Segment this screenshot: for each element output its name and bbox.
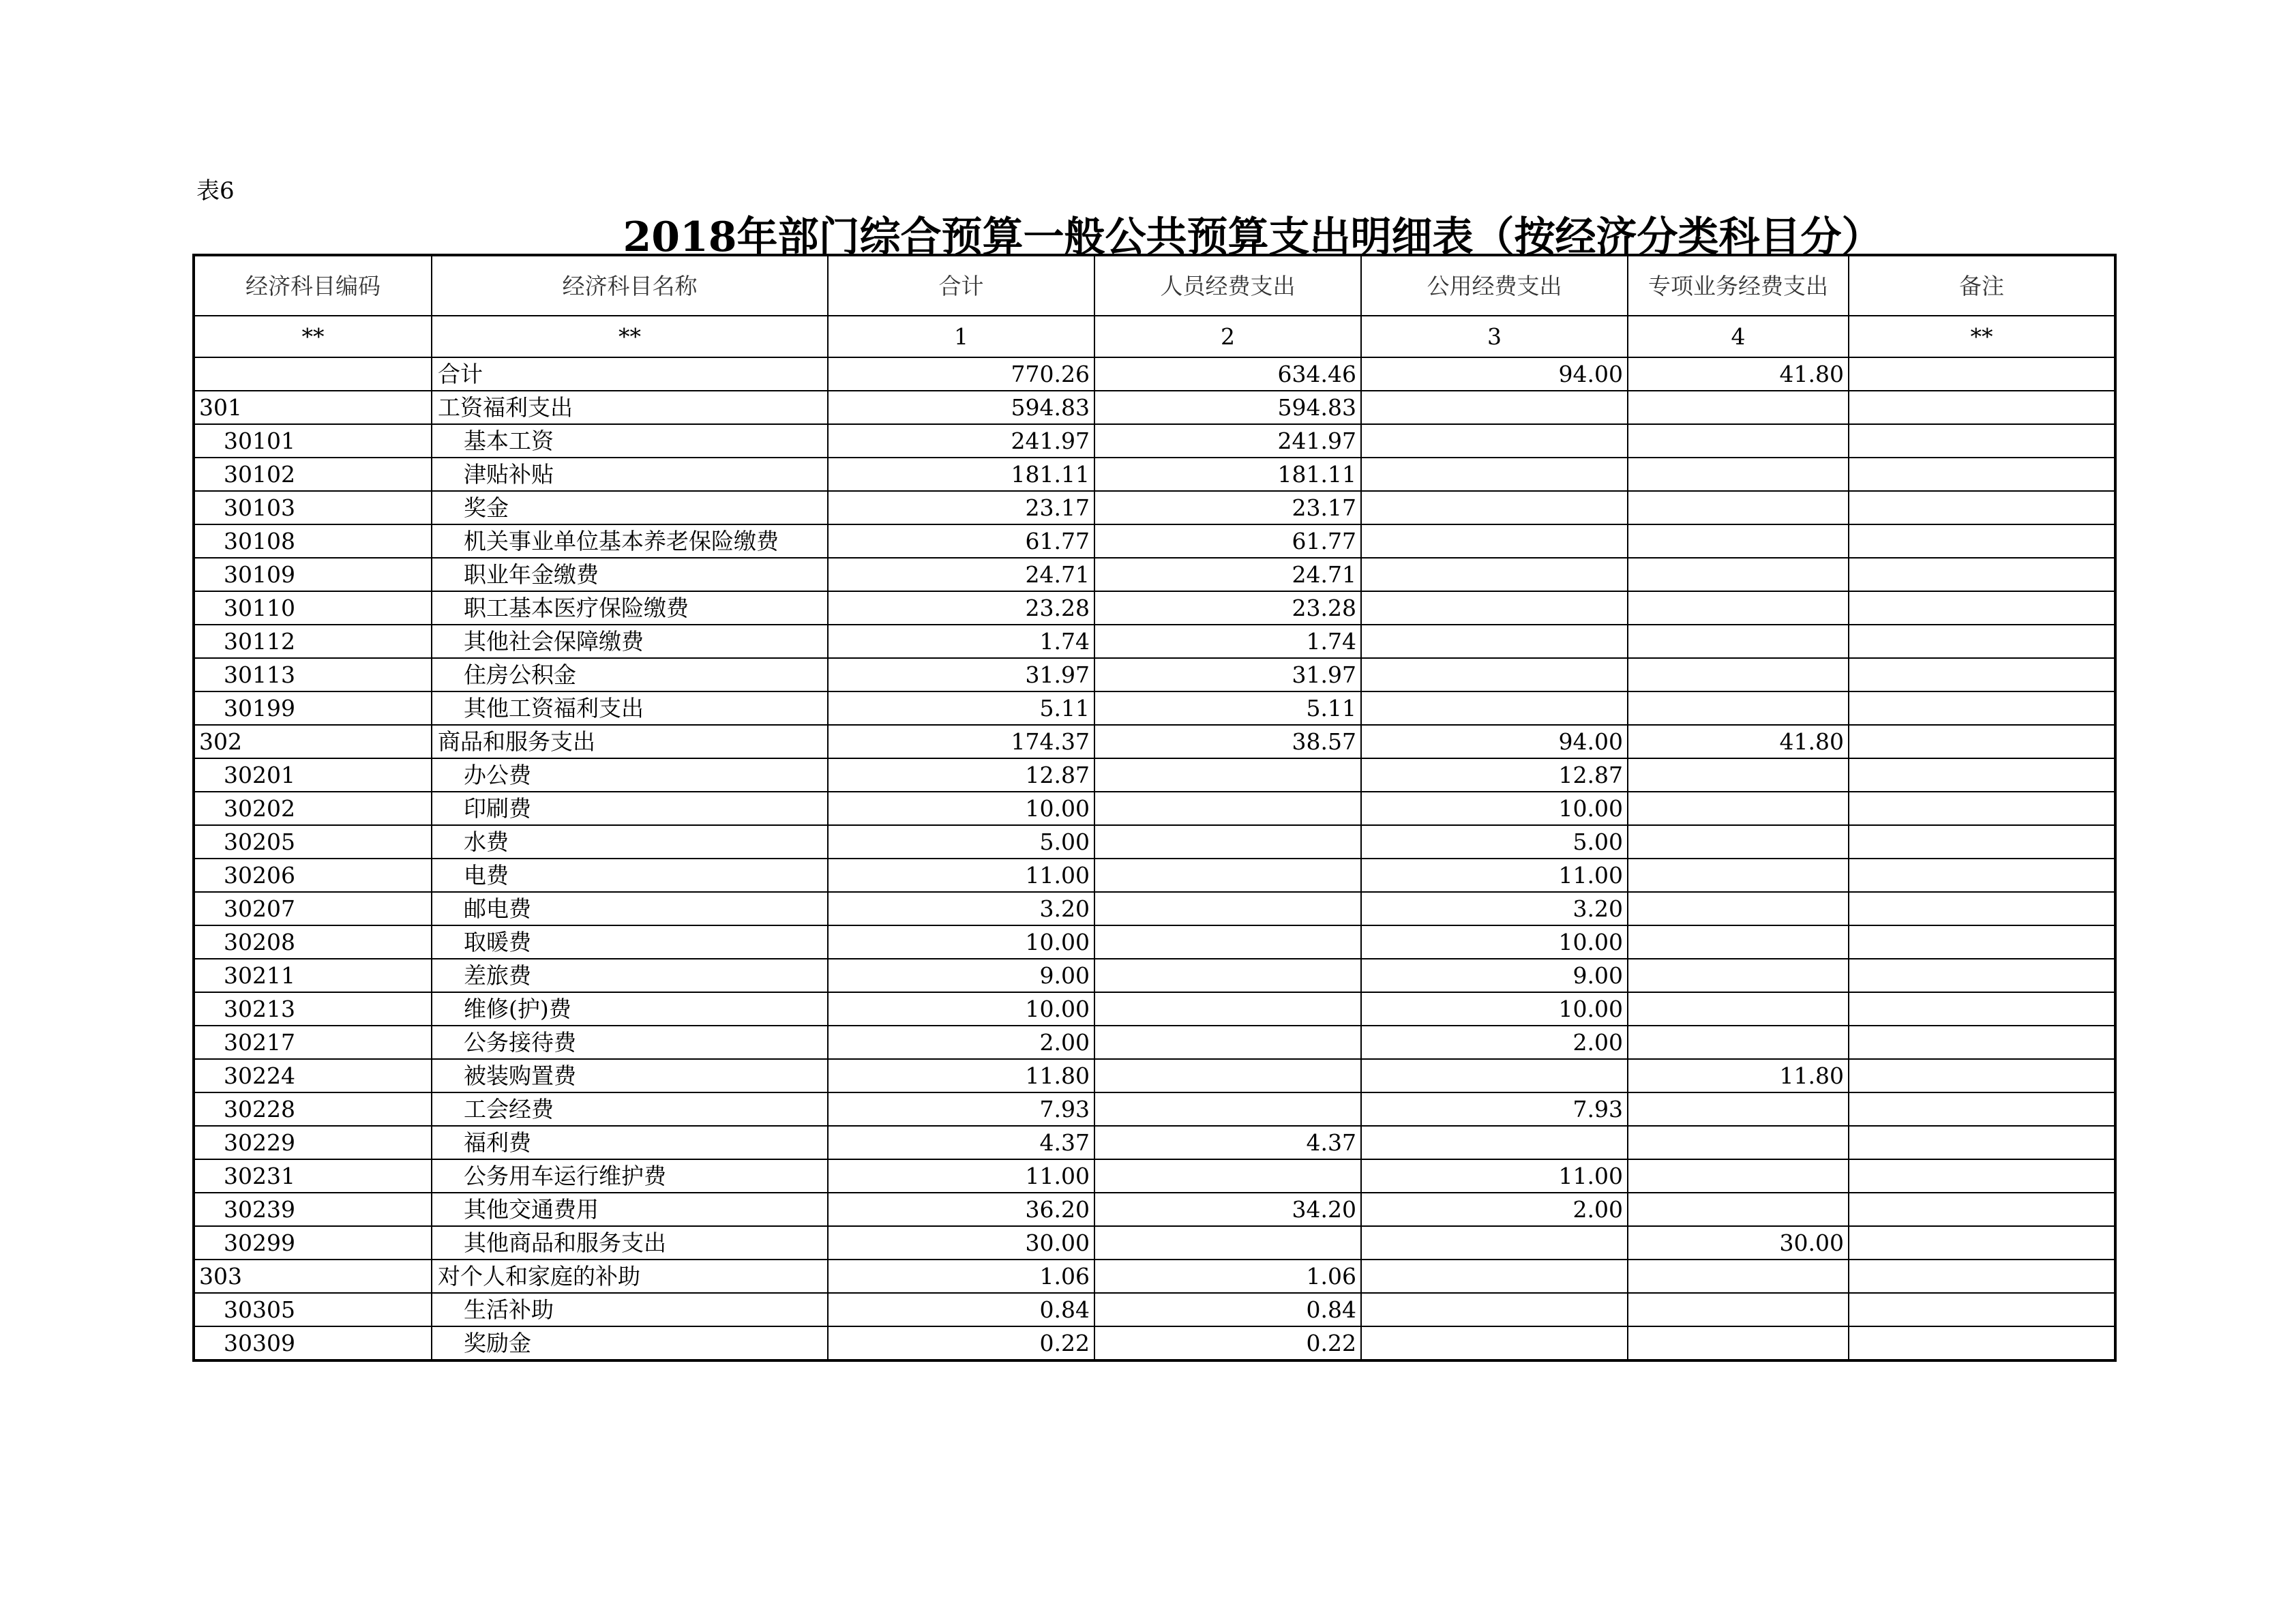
table-row xyxy=(194,1126,2115,1159)
cell-code: 30202 xyxy=(194,792,432,825)
cell-code: 30228 xyxy=(194,1092,432,1126)
cell-personnel: 5.11 xyxy=(1094,691,1361,725)
cell-name: 职业年金缴费 xyxy=(432,558,828,591)
cell-special xyxy=(1628,992,1849,1026)
table-row xyxy=(194,1193,2115,1226)
cell-name: 公务用车运行维护费 xyxy=(432,1159,828,1193)
cell-public: 2.00 xyxy=(1361,1026,1628,1059)
table-row xyxy=(194,1226,2115,1260)
cell-personnel xyxy=(1094,992,1361,1026)
cell-code: 30239 xyxy=(194,1193,432,1226)
cell-total: 1.06 xyxy=(828,1260,1094,1293)
cell-name: 水费 xyxy=(432,825,828,859)
cell-note xyxy=(1849,1293,2115,1326)
cell-total: 7.93 xyxy=(828,1092,1094,1126)
cell-code: 301 xyxy=(194,391,432,424)
cell-personnel xyxy=(1094,792,1361,825)
cell-special xyxy=(1628,959,1849,992)
cell-note xyxy=(1849,625,2115,658)
subheader-personnel: 2 xyxy=(1094,316,1361,357)
table-row xyxy=(194,625,2115,658)
cell-personnel: 23.17 xyxy=(1094,491,1361,524)
cell-name: 其他交通费用 xyxy=(432,1193,828,1226)
cell-code: 30110 xyxy=(194,591,432,625)
cell-special xyxy=(1628,524,1849,558)
cell-total: 23.28 xyxy=(828,591,1094,625)
cell-public xyxy=(1361,558,1628,591)
cell-name: 工会经费 xyxy=(432,1092,828,1126)
cell-code: 30199 xyxy=(194,691,432,725)
table-row xyxy=(194,1092,2115,1126)
header-special: 专项业务经费支出 xyxy=(1628,255,1849,316)
cell-total: 61.77 xyxy=(828,524,1094,558)
cell-code: 30108 xyxy=(194,524,432,558)
cell-name: 电费 xyxy=(432,859,828,892)
cell-note xyxy=(1849,524,2115,558)
cell-public xyxy=(1361,691,1628,725)
cell-code: 30224 xyxy=(194,1059,432,1092)
cell-total: 9.00 xyxy=(828,959,1094,992)
page-title: 2018年部门综合预算一般公共预算支出明细表（按经济分类科目分） xyxy=(623,213,1883,261)
cell-total: 594.83 xyxy=(828,391,1094,424)
cell-note xyxy=(1849,992,2115,1026)
subheader-note: ** xyxy=(1849,316,2115,357)
cell-note xyxy=(1849,959,2115,992)
cell-total: 3.20 xyxy=(828,892,1094,925)
cell-total: 0.22 xyxy=(828,1326,1094,1360)
cell-note xyxy=(1849,859,2115,892)
table-row xyxy=(194,424,2115,458)
cell-public xyxy=(1361,625,1628,658)
cell-name: 合计 xyxy=(432,357,828,391)
cell-total: 5.00 xyxy=(828,825,1094,859)
header-row xyxy=(194,255,2115,316)
budget-table xyxy=(192,254,2117,1362)
cell-code: 30208 xyxy=(194,925,432,959)
subheader-row xyxy=(194,316,2115,357)
cell-note xyxy=(1849,1193,2115,1226)
cell-name: 被装购置费 xyxy=(432,1059,828,1092)
cell-code: 30102 xyxy=(194,458,432,491)
cell-name: 办公费 xyxy=(432,758,828,792)
cell-public xyxy=(1361,1226,1628,1260)
header-code: 经济科目编码 xyxy=(194,255,432,316)
cell-note xyxy=(1849,1226,2115,1260)
cell-note xyxy=(1849,491,2115,524)
cell-code: 302 xyxy=(194,725,432,758)
cell-public xyxy=(1361,391,1628,424)
cell-special xyxy=(1628,1126,1849,1159)
cell-special xyxy=(1628,1159,1849,1193)
cell-total: 241.97 xyxy=(828,424,1094,458)
subheader-total: 1 xyxy=(828,316,1094,357)
cell-code: 303 xyxy=(194,1260,432,1293)
table-row xyxy=(194,1026,2115,1059)
cell-public xyxy=(1361,1260,1628,1293)
cell-name: 机关事业单位基本养老保险缴费 xyxy=(432,524,828,558)
cell-public: 11.00 xyxy=(1361,859,1628,892)
cell-personnel: 1.74 xyxy=(1094,625,1361,658)
cell-special xyxy=(1628,1193,1849,1226)
cell-personnel: 31.97 xyxy=(1094,658,1361,691)
cell-personnel xyxy=(1094,825,1361,859)
cell-special: 30.00 xyxy=(1628,1226,1849,1260)
cell-note xyxy=(1849,1059,2115,1092)
cell-code: 30299 xyxy=(194,1226,432,1260)
cell-public xyxy=(1361,1326,1628,1360)
cell-note xyxy=(1849,925,2115,959)
cell-personnel: 24.71 xyxy=(1094,558,1361,591)
cell-personnel xyxy=(1094,859,1361,892)
cell-public: 5.00 xyxy=(1361,825,1628,859)
cell-code: 30113 xyxy=(194,658,432,691)
cell-name: 公务接待费 xyxy=(432,1026,828,1059)
cell-personnel: 4.37 xyxy=(1094,1126,1361,1159)
cell-total: 4.37 xyxy=(828,1126,1094,1159)
cell-name: 职工基本医疗保险缴费 xyxy=(432,591,828,625)
cell-total: 11.00 xyxy=(828,1159,1094,1193)
cell-total: 5.11 xyxy=(828,691,1094,725)
cell-special xyxy=(1628,1260,1849,1293)
cell-public xyxy=(1361,1059,1628,1092)
cell-public xyxy=(1361,424,1628,458)
cell-public: 10.00 xyxy=(1361,925,1628,959)
cell-personnel xyxy=(1094,925,1361,959)
cell-note xyxy=(1849,658,2115,691)
cell-note xyxy=(1849,424,2115,458)
cell-personnel: 594.83 xyxy=(1094,391,1361,424)
cell-name: 奖励金 xyxy=(432,1326,828,1360)
cell-personnel: 61.77 xyxy=(1094,524,1361,558)
cell-name: 取暖费 xyxy=(432,925,828,959)
cell-code: 30112 xyxy=(194,625,432,658)
cell-public: 94.00 xyxy=(1361,725,1628,758)
cell-special xyxy=(1628,1092,1849,1126)
table-row xyxy=(194,825,2115,859)
table-row xyxy=(194,658,2115,691)
cell-total: 174.37 xyxy=(828,725,1094,758)
cell-code: 30201 xyxy=(194,758,432,792)
cell-note xyxy=(1849,1159,2115,1193)
cell-note xyxy=(1849,591,2115,625)
table-row xyxy=(194,1326,2115,1360)
cell-personnel: 634.46 xyxy=(1094,357,1361,391)
cell-total: 1.74 xyxy=(828,625,1094,658)
cell-note xyxy=(1849,357,2115,391)
cell-name: 工资福利支出 xyxy=(432,391,828,424)
cell-name: 其他商品和服务支出 xyxy=(432,1226,828,1260)
cell-public: 7.93 xyxy=(1361,1092,1628,1126)
cell-note xyxy=(1849,825,2115,859)
cell-total: 770.26 xyxy=(828,357,1094,391)
cell-public: 10.00 xyxy=(1361,792,1628,825)
cell-code: 30211 xyxy=(194,959,432,992)
cell-total: 2.00 xyxy=(828,1026,1094,1059)
cell-note xyxy=(1849,1126,2115,1159)
cell-total: 0.84 xyxy=(828,1293,1094,1326)
table-row xyxy=(194,391,2115,424)
cell-total: 10.00 xyxy=(828,925,1094,959)
cell-personnel: 34.20 xyxy=(1094,1193,1361,1226)
cell-note xyxy=(1849,458,2115,491)
cell-code: 30101 xyxy=(194,424,432,458)
cell-name: 邮电费 xyxy=(432,892,828,925)
cell-public xyxy=(1361,1126,1628,1159)
cell-personnel xyxy=(1094,959,1361,992)
header-public: 公用经费支出 xyxy=(1361,255,1628,316)
table-row xyxy=(194,758,2115,792)
table-row xyxy=(194,357,2115,391)
cell-public xyxy=(1361,491,1628,524)
subheader-special: 4 xyxy=(1628,316,1849,357)
cell-public: 2.00 xyxy=(1361,1193,1628,1226)
cell-code: 30231 xyxy=(194,1159,432,1193)
table-row xyxy=(194,1260,2115,1293)
cell-total: 30.00 xyxy=(828,1226,1094,1260)
cell-code: 30229 xyxy=(194,1126,432,1159)
cell-personnel: 241.97 xyxy=(1094,424,1361,458)
cell-public: 11.00 xyxy=(1361,1159,1628,1193)
cell-special: 41.80 xyxy=(1628,357,1849,391)
cell-personnel xyxy=(1094,758,1361,792)
cell-special xyxy=(1628,691,1849,725)
cell-personnel xyxy=(1094,892,1361,925)
cell-special xyxy=(1628,792,1849,825)
cell-personnel: 0.84 xyxy=(1094,1293,1361,1326)
cell-code: 30206 xyxy=(194,859,432,892)
cell-note xyxy=(1849,758,2115,792)
cell-total: 181.11 xyxy=(828,458,1094,491)
cell-special: 11.80 xyxy=(1628,1059,1849,1092)
cell-name: 印刷费 xyxy=(432,792,828,825)
cell-note xyxy=(1849,892,2115,925)
cell-special xyxy=(1628,825,1849,859)
cell-special xyxy=(1628,892,1849,925)
cell-personnel xyxy=(1094,1026,1361,1059)
cell-personnel xyxy=(1094,1092,1361,1126)
cell-name: 其他工资福利支出 xyxy=(432,691,828,725)
table-row xyxy=(194,458,2115,491)
table-row xyxy=(194,591,2115,625)
cell-name: 奖金 xyxy=(432,491,828,524)
table-row xyxy=(194,992,2115,1026)
cell-special xyxy=(1628,591,1849,625)
cell-code: 30205 xyxy=(194,825,432,859)
cell-name: 住房公积金 xyxy=(432,658,828,691)
cell-personnel: 38.57 xyxy=(1094,725,1361,758)
cell-code: 30109 xyxy=(194,558,432,591)
table-row xyxy=(194,1159,2115,1193)
cell-total: 10.00 xyxy=(828,792,1094,825)
cell-name: 津贴补贴 xyxy=(432,458,828,491)
cell-special xyxy=(1628,1026,1849,1059)
cell-public: 9.00 xyxy=(1361,959,1628,992)
cell-note xyxy=(1849,391,2115,424)
table-row xyxy=(194,892,2115,925)
subheader-name: ** xyxy=(432,316,828,357)
cell-total: 24.71 xyxy=(828,558,1094,591)
table-row xyxy=(194,691,2115,725)
cell-public xyxy=(1361,1293,1628,1326)
cell-special xyxy=(1628,758,1849,792)
subheader-public: 3 xyxy=(1361,316,1628,357)
cell-public xyxy=(1361,524,1628,558)
cell-special xyxy=(1628,1293,1849,1326)
cell-name: 商品和服务支出 xyxy=(432,725,828,758)
cell-personnel: 181.11 xyxy=(1094,458,1361,491)
cell-note xyxy=(1849,691,2115,725)
cell-code xyxy=(194,357,432,391)
cell-code: 30213 xyxy=(194,992,432,1026)
cell-note xyxy=(1849,1026,2115,1059)
cell-note xyxy=(1849,792,2115,825)
cell-special xyxy=(1628,859,1849,892)
cell-special xyxy=(1628,424,1849,458)
cell-name: 差旅费 xyxy=(432,959,828,992)
cell-code: 30305 xyxy=(194,1293,432,1326)
cell-name: 福利费 xyxy=(432,1126,828,1159)
header-note: 备注 xyxy=(1849,255,2115,316)
cell-personnel: 0.22 xyxy=(1094,1326,1361,1360)
cell-code: 30309 xyxy=(194,1326,432,1360)
cell-code: 30207 xyxy=(194,892,432,925)
cell-personnel xyxy=(1094,1059,1361,1092)
cell-name: 维修(护)费 xyxy=(432,992,828,1026)
header-personnel: 人员经费支出 xyxy=(1094,255,1361,316)
cell-total: 31.97 xyxy=(828,658,1094,691)
table-row xyxy=(194,1059,2115,1092)
table-row xyxy=(194,959,2115,992)
table-row xyxy=(194,792,2115,825)
cell-personnel: 23.28 xyxy=(1094,591,1361,625)
cell-code: 30103 xyxy=(194,491,432,524)
cell-public: 3.20 xyxy=(1361,892,1628,925)
header-total: 合计 xyxy=(828,255,1094,316)
cell-name: 对个人和家庭的补助 xyxy=(432,1260,828,1293)
cell-public xyxy=(1361,458,1628,491)
cell-note xyxy=(1849,1326,2115,1360)
cell-public: 10.00 xyxy=(1361,992,1628,1026)
subheader-code: ** xyxy=(194,316,432,357)
cell-personnel xyxy=(1094,1159,1361,1193)
table-row xyxy=(194,491,2115,524)
cell-special xyxy=(1628,1326,1849,1360)
table-row xyxy=(194,925,2115,959)
table-row xyxy=(194,725,2115,758)
cell-public xyxy=(1361,658,1628,691)
table-row xyxy=(194,558,2115,591)
cell-total: 36.20 xyxy=(828,1193,1094,1226)
cell-special xyxy=(1628,391,1849,424)
cell-name: 生活补助 xyxy=(432,1293,828,1326)
cell-public: 94.00 xyxy=(1361,357,1628,391)
cell-special xyxy=(1628,625,1849,658)
cell-note xyxy=(1849,725,2115,758)
cell-special xyxy=(1628,491,1849,524)
cell-special xyxy=(1628,925,1849,959)
cell-code: 30217 xyxy=(194,1026,432,1059)
cell-special xyxy=(1628,658,1849,691)
cell-note xyxy=(1849,1260,2115,1293)
cell-special: 41.80 xyxy=(1628,725,1849,758)
cell-name: 其他社会保障缴费 xyxy=(432,625,828,658)
cell-note xyxy=(1849,558,2115,591)
cell-personnel: 1.06 xyxy=(1094,1260,1361,1293)
cell-note xyxy=(1849,1092,2115,1126)
cell-public: 12.87 xyxy=(1361,758,1628,792)
cell-total: 23.17 xyxy=(828,491,1094,524)
table-row xyxy=(194,1293,2115,1326)
cell-personnel xyxy=(1094,1226,1361,1260)
cell-total: 12.87 xyxy=(828,758,1094,792)
cell-total: 11.00 xyxy=(828,859,1094,892)
table-label: 表6 xyxy=(196,177,235,205)
cell-total: 10.00 xyxy=(828,992,1094,1026)
cell-special xyxy=(1628,558,1849,591)
cell-public xyxy=(1361,591,1628,625)
cell-name: 基本工资 xyxy=(432,424,828,458)
header-name: 经济科目名称 xyxy=(432,255,828,316)
cell-total: 11.80 xyxy=(828,1059,1094,1092)
table-row xyxy=(194,524,2115,558)
cell-special xyxy=(1628,458,1849,491)
table-row xyxy=(194,859,2115,892)
